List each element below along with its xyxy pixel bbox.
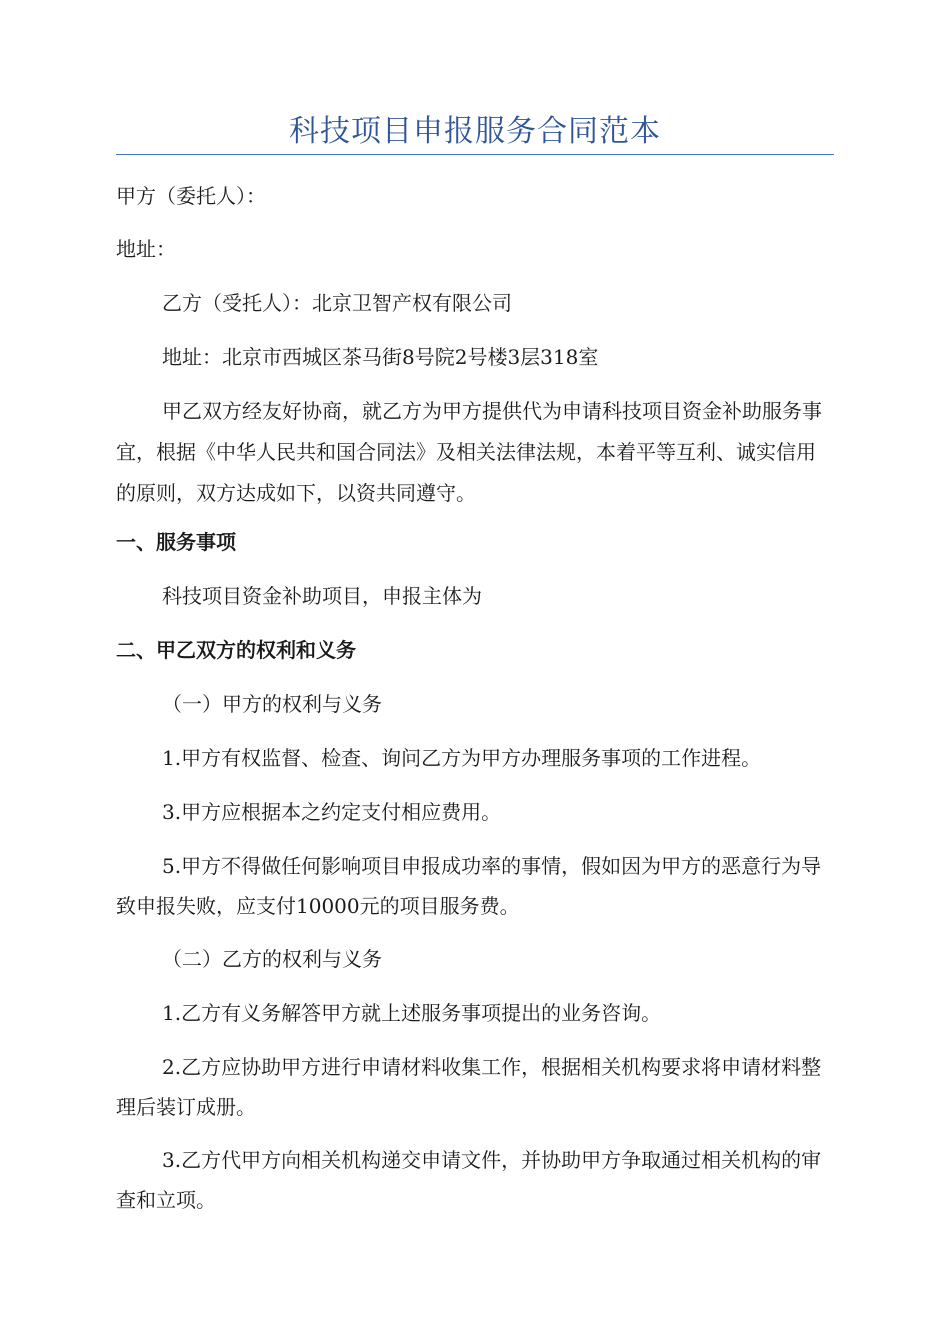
document-title: 科技项目申报服务合同范本 bbox=[289, 114, 661, 149]
party-b-address: 地址：北京市西城区茶马街8号院2号楼3层318室 bbox=[162, 345, 599, 369]
title-underline bbox=[116, 154, 834, 155]
party-a-label: 甲方（委托人）： bbox=[116, 184, 266, 208]
section2-heading: 二、甲乙双方的权利和义务 bbox=[116, 638, 356, 662]
party-a-address: 地址： bbox=[116, 237, 176, 261]
section2-sub-b-heading: （二）乙方的权利与义务 bbox=[162, 947, 382, 971]
sub-b-item-3: 3.乙方代甲方向相关机构递交申请文件，并协助甲方争取通过相关机构的审查和立项。 bbox=[116, 1148, 822, 1212]
sub-a-item-1: 1.甲方有权监督、检查、询问乙方为甲方办理服务事项的工作进程。 bbox=[162, 746, 762, 770]
section1-heading: 一、服务事项 bbox=[116, 530, 236, 554]
sub-a-item-5: 5.甲方不得做任何影响项目申报成功率的事情，假如因为甲方的恶意行为导致申报失败，应支付10000元的项目服务费。 bbox=[116, 854, 822, 918]
section2-sub-a-heading: （一）甲方的权利与义务 bbox=[162, 692, 382, 716]
sub-b-item-2: 2.乙方应协助甲方进行申请材料收集工作，根据相关机构要求将申请材料整理后装订成册。 bbox=[116, 1055, 822, 1119]
party-b: 乙方（受托人）：北京卫智产权有限公司 bbox=[162, 291, 512, 315]
section1-body: 科技项目资金补助项目，申报主体为 bbox=[162, 584, 482, 608]
sub-a-item-3: 3.甲方应根据本之约定支付相应费用。 bbox=[162, 800, 502, 824]
intro-paragraph: 甲乙双方经友好协商，就乙方为甲方提供代为申请科技项目资金补助服务事宜，根据《中华人民共和国合同法》及相关法律法规，本着平等互利、诚实信用的原则，双方达成如下，以资共同遵守。 bbox=[116, 399, 822, 505]
sub-b-item-1: 1.乙方有义务解答甲方就上述服务事项提出的业务咨询。 bbox=[162, 1001, 662, 1025]
